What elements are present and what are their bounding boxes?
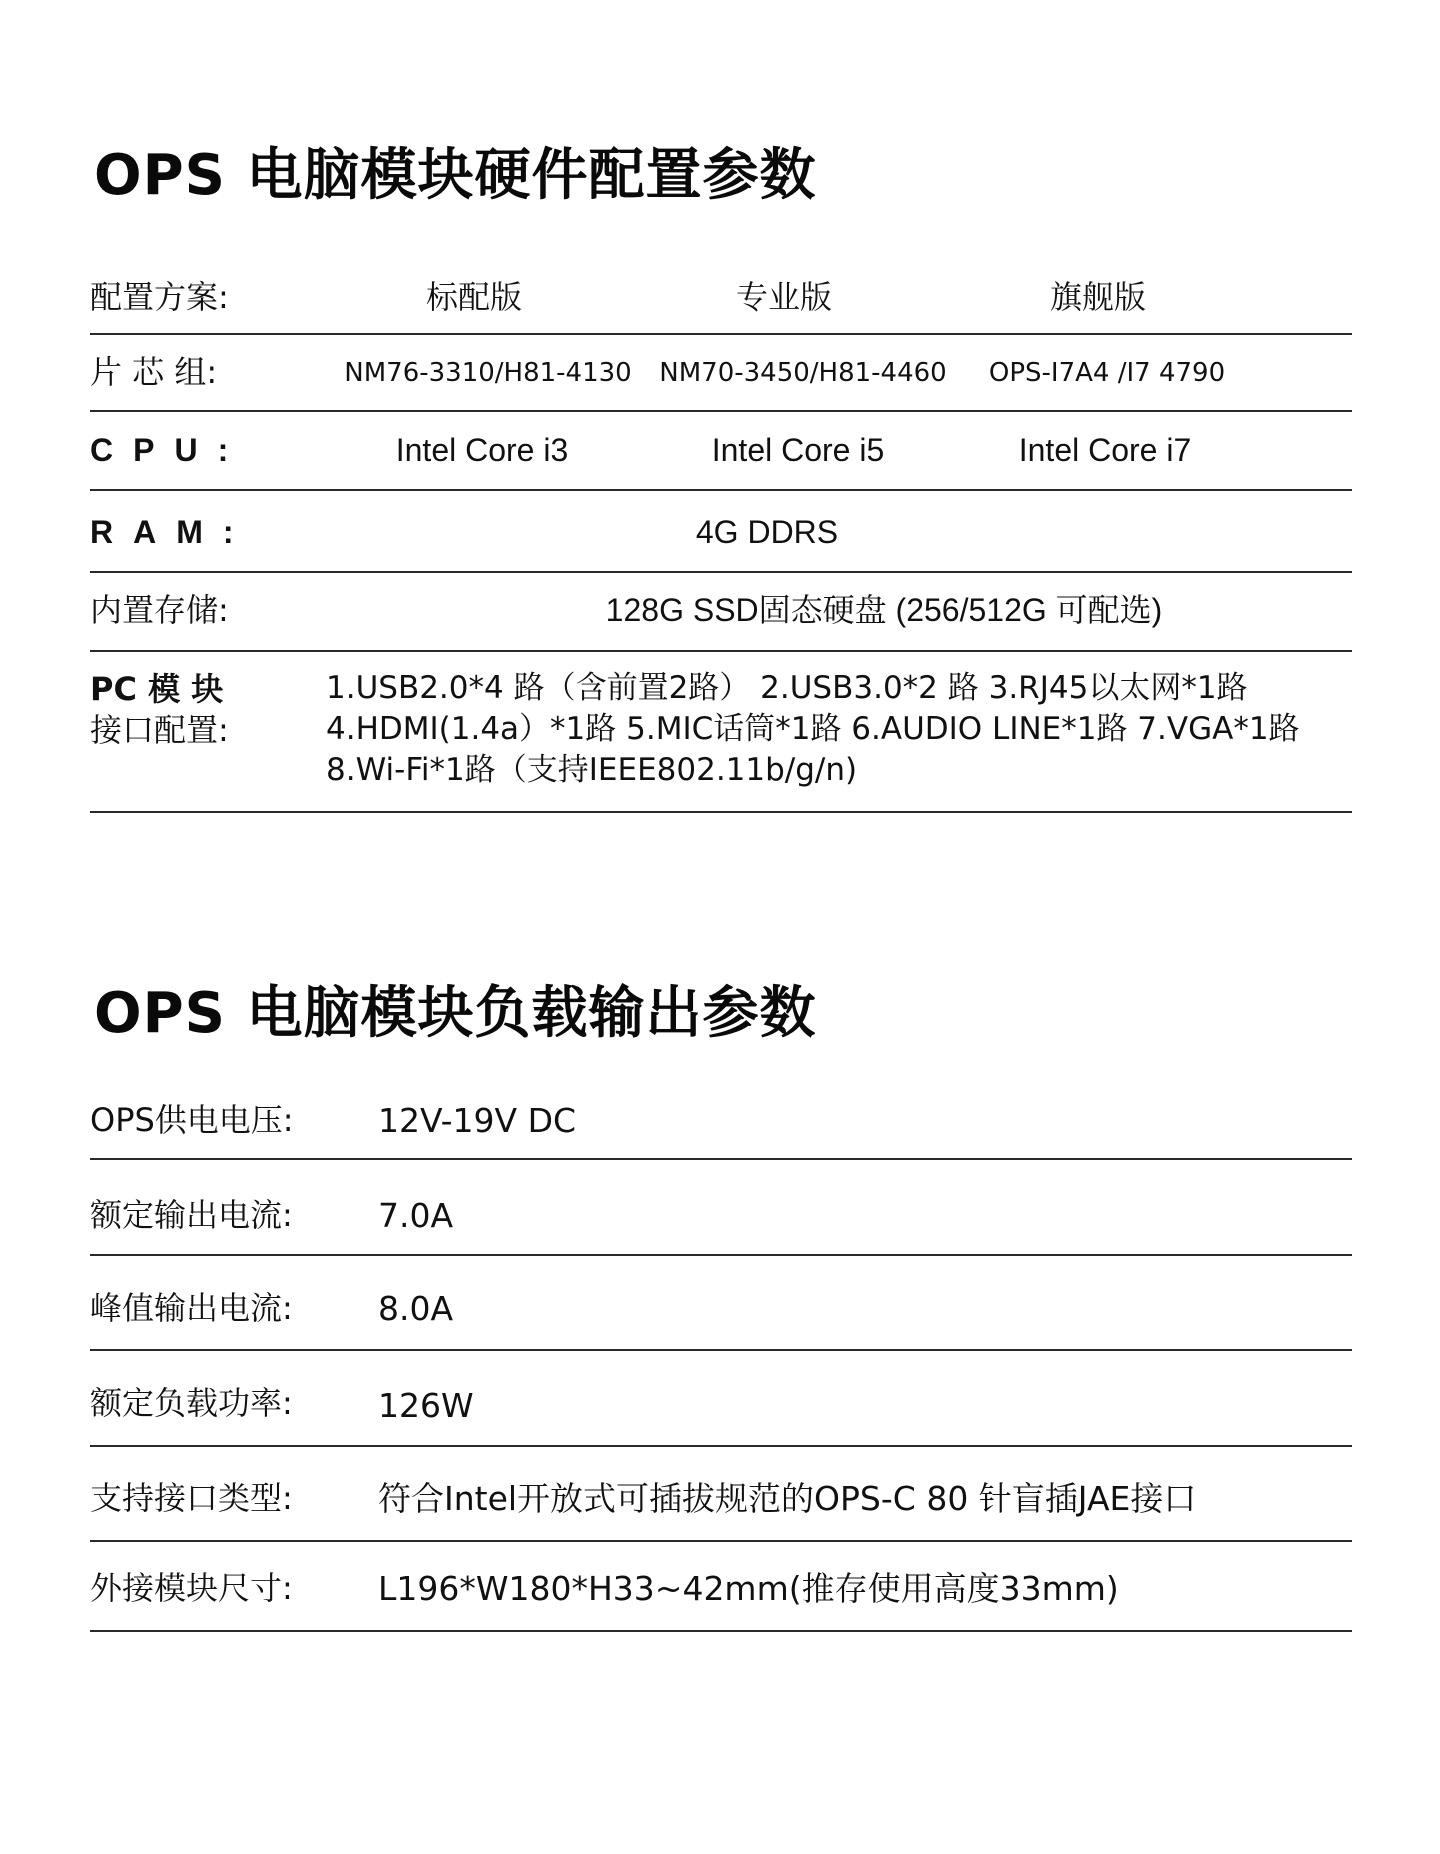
row-divider — [90, 410, 1352, 412]
row-divider — [90, 571, 1352, 573]
standard-edition-header: 标配版 — [425, 278, 523, 316]
supply-voltage-value: 12V-19V DC — [378, 1101, 577, 1140]
row-divider — [90, 650, 1352, 652]
interfaces-line-3: 8.Wi-Fi*1路（支持IEEE802.11b/g/n) — [326, 752, 858, 788]
peak-current-label: 峰值输出电流: — [90, 1289, 293, 1327]
interfaces-line-1: 1.USB2.0*4 路（含前置2路） 2.USB3.0*2 路 3.RJ45以太网*1路 — [326, 670, 1248, 706]
chipset-label: 片 芯 组: — [90, 353, 218, 391]
row-divider — [90, 1540, 1352, 1542]
chipset-flagship: OPS-I7A4 /I7 4790 — [988, 358, 1226, 388]
peak-current-value: 8.0A — [378, 1289, 454, 1328]
row-divider — [90, 489, 1352, 491]
row-divider — [90, 1254, 1352, 1256]
config-plan-label: 配置方案: — [90, 278, 229, 316]
ram-value: 4G DDRS — [695, 514, 839, 550]
rated-power-label: 额定负载功率: — [90, 1384, 293, 1422]
rated-current-value: 7.0A — [378, 1196, 454, 1235]
interfaces-label-line1: PC 模 块 — [90, 670, 224, 708]
chipset-pro: NM70-3450/H81-4460 — [659, 358, 947, 388]
row-divider — [90, 1630, 1352, 1632]
ram-label: RAM: — [90, 514, 254, 550]
module-size-label: 外接模块尺寸: — [90, 1569, 293, 1607]
interface-type-value: 符合Intel开放式可插拔规范的OPS-C 80 针盲插JAE接口 — [378, 1479, 1197, 1518]
rated-power-value: 126W — [378, 1386, 474, 1425]
rated-current-label: 额定输出电流: — [90, 1196, 293, 1234]
pro-edition-header: 专业版 — [735, 278, 833, 316]
row-divider — [90, 1445, 1352, 1447]
cpu-pro: Intel Core i5 — [711, 432, 885, 468]
output-section-title: OPS 电脑模块负载输出参数 — [94, 981, 817, 1046]
cpu-flagship: Intel Core i7 — [1018, 432, 1192, 468]
flagship-edition-header: 旗舰版 — [1049, 278, 1147, 316]
row-divider — [90, 1349, 1352, 1351]
row-divider — [90, 1158, 1352, 1160]
row-divider — [90, 333, 1352, 335]
chipset-standard: NM76-3310/H81-4130 — [344, 358, 632, 388]
interfaces-label-line2: 接口配置: — [90, 711, 229, 749]
hardware-section-title: OPS 电脑模块硬件配置参数 — [94, 143, 817, 208]
row-divider — [90, 811, 1352, 813]
supply-voltage-label: OPS供电电压: — [90, 1101, 294, 1139]
interfaces-line-2: 4.HDMI(1.4a）*1路 5.MIC话筒*1路 6.AUDIO LINE*1路 7.VGA*1路 — [326, 711, 1300, 747]
module-size-value: L196*W180*H33~42mm(推存使用高度33mm) — [378, 1569, 1119, 1608]
storage-value: 128G SSD固态硬盘 (256/512G 可配选) — [605, 592, 1163, 628]
cpu-standard: Intel Core i3 — [395, 432, 569, 468]
interface-type-label: 支持接口类型: — [90, 1479, 293, 1517]
cpu-label: CPU: — [90, 432, 249, 468]
storage-label: 内置存储: — [90, 591, 229, 629]
